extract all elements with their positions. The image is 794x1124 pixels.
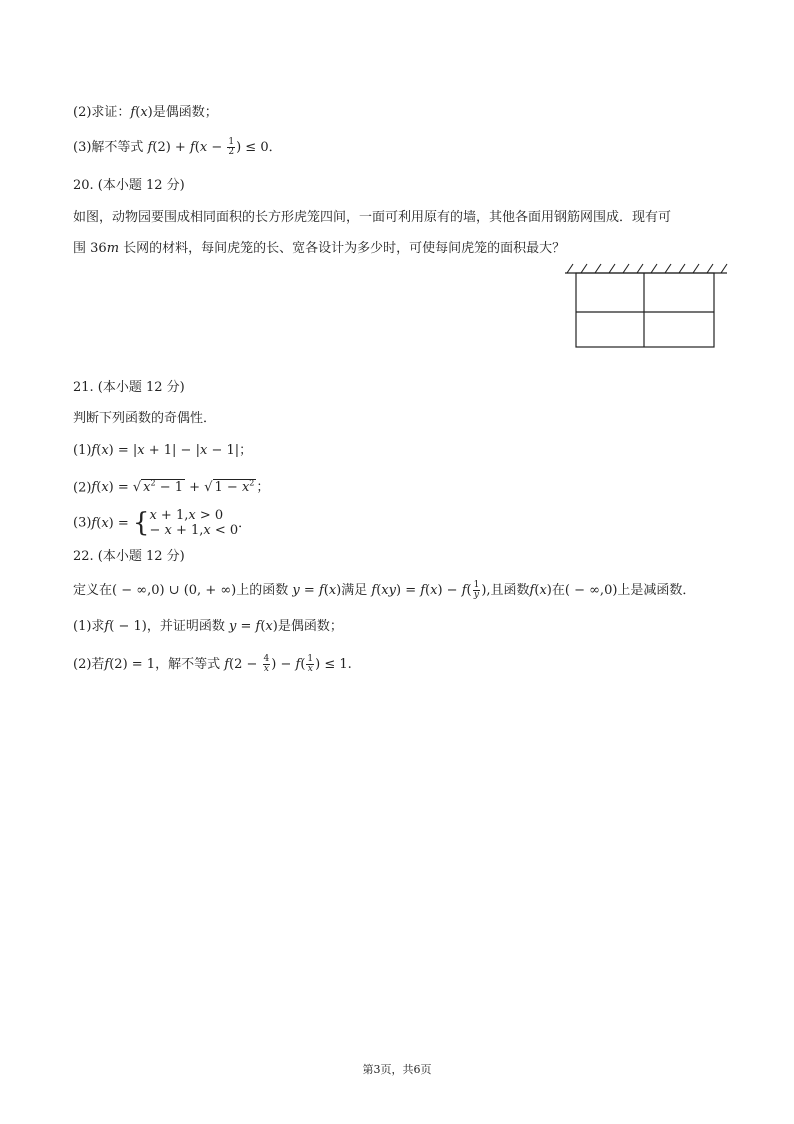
q22-part2: (2)若f(2) = 1，解不等式 f(2 − $\frac{4}{x}$ ) − f( $\frac{1}{x}$ ) ≤ 1. bbox=[73, 654, 352, 674]
q19-part3: (3)解不等式 f(2) + f(x − $\frac{1}{2}$ ) ≤ 0． bbox=[73, 137, 282, 157]
q19-part2: (2)求证：f(x)是偶函数； bbox=[73, 105, 218, 120]
math-inequality: f(2) + f(x − $\frac{1}{2}$ ) ≤ 0． bbox=[147, 137, 282, 157]
wall-hatching bbox=[567, 264, 727, 273]
math-domain: ( − ∞,0) ∪ (0, + ∞) bbox=[112, 583, 237, 598]
page-footer: 第3页，共6页 bbox=[362, 1063, 432, 1076]
math-functional-eq: f(xy) = f(x) − f( $\frac{1}{y}$ ), bbox=[371, 580, 491, 600]
q20-text-line1: 如图，动物园要围成相同面积的长方形虎笼四间，一面可利用原有的墙，其他各面用钢筋网围成．现有可 bbox=[73, 210, 672, 225]
q20-text-line2: 围 36m 长网的材料，每间虎笼的长、宽各设计为多少时，可使每间虎笼的面积最大？ bbox=[73, 241, 566, 256]
q22-header: 22. (本小题 12 分) bbox=[73, 549, 185, 564]
math-fx: f(x) bbox=[130, 105, 153, 120]
q21-part3: (3)f(x) = { x + 1,x > 0 − x + 1,x < 0 ． bbox=[73, 508, 252, 538]
math-f-neg1: f( − 1) bbox=[104, 619, 147, 634]
q21-intro: 判断下列函数的奇偶性． bbox=[73, 411, 217, 426]
q22-part1: (1)求f( − 1)，并证明函数 y = f(x)是偶函数； bbox=[73, 619, 343, 634]
math-q21-f1: f(x) = |x + 1| − |x − 1|； bbox=[91, 443, 253, 458]
tiger-cage-diagram bbox=[561, 260, 731, 352]
q21-header: 21. (本小题 12 分) bbox=[73, 380, 185, 395]
q21-part1: (1)f(x) = |x + 1| − |x − 1|； bbox=[73, 443, 253, 458]
math-q22-inequality: f(2 − $\frac{4}{x}$ ) − f( $\frac{1}{x}$ ) ≤ 1. bbox=[224, 654, 352, 674]
math-f2-eq-1: f(2) = 1 bbox=[104, 657, 156, 672]
math-q21-f2: f(x) = √ $x^2 - 1$ + √ $1 - x^2$ ； bbox=[91, 479, 270, 496]
math-neg-interval: ( − ∞,0) bbox=[564, 583, 618, 598]
q22-definition: 定义在( − ∞,0) ∪ (0, + ∞)上的函数 y = f(x)满足 f(xy) = f(x) − f( $\frac{1}{y}$ ),且函数f(x)在( − ∞,0)上是减函数． bbox=[73, 580, 696, 600]
math-y-fx: y = f(x) bbox=[292, 583, 342, 598]
cage-outline bbox=[576, 273, 714, 347]
q21-part2: (2)f(x) = √ $x^2 - 1$ + √ $1 - x^2$ ； bbox=[73, 479, 270, 496]
q20-header: 20. (本小题 12 分) bbox=[73, 178, 185, 193]
math-y-fx-2: y = f(x) bbox=[228, 619, 278, 634]
math-q21-f3: f(x) = { x + 1,x > 0 − x + 1,x < 0 ． bbox=[91, 508, 252, 538]
math-fx-2: f(x) bbox=[529, 583, 552, 598]
